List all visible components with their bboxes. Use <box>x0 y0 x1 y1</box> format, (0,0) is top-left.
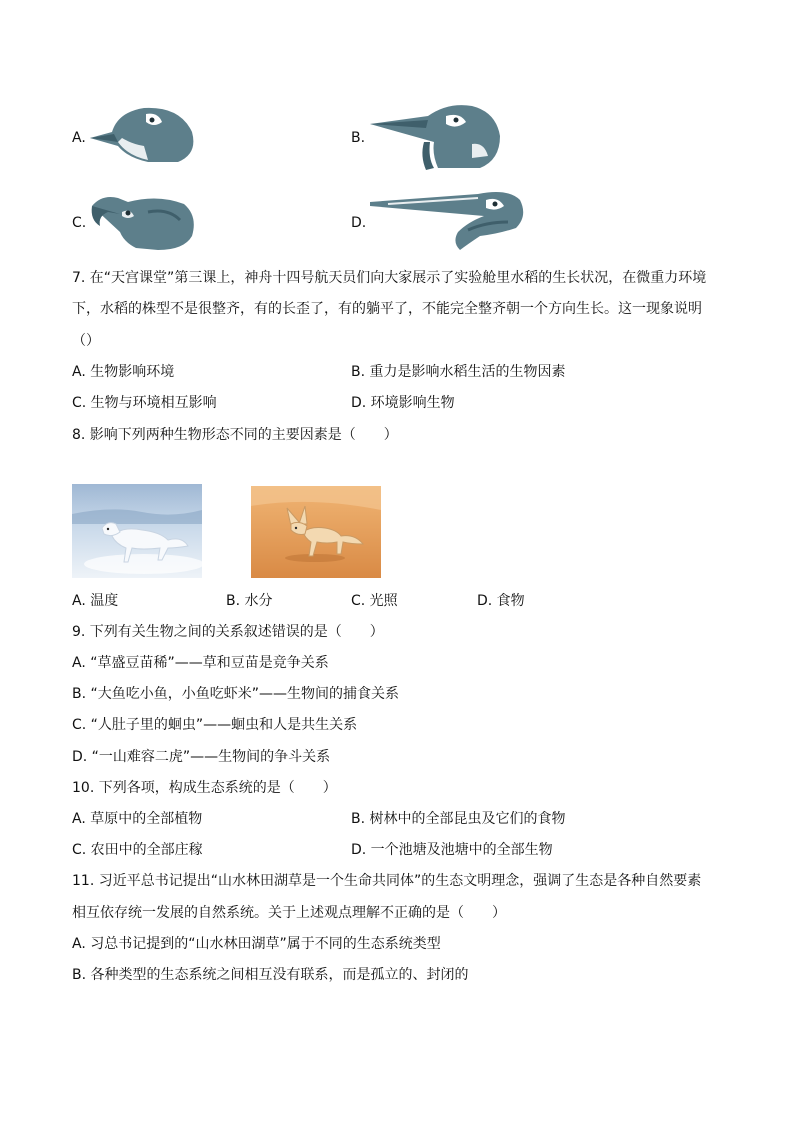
q9-option-c: C. “人肚子里的蛔虫”——蛔虫和人是共生关系 <box>72 717 358 733</box>
q6-option-c-label: C. <box>72 215 87 231</box>
q10-option-c: C. 农田中的全部庄稼 <box>72 842 203 858</box>
q9-option-d: D. “一山难容二虎”——生物间的争斗关系 <box>72 749 331 765</box>
q10-stem: 10. 下列各项，构成生态系统的是（ ） <box>72 780 337 796</box>
arctic-fox-photo <box>72 484 202 578</box>
q7-option-a: A. 生物影响环境 <box>72 364 175 380</box>
q8-stem: 8. 影响下列两种生物形态不同的主要因素是（ ） <box>72 427 398 443</box>
q11-option-b: B. 各种类型的生态系统之间相互没有联系，而是孤立的、封闭的 <box>72 967 469 983</box>
q6-option-b-label: B. <box>351 130 366 146</box>
bird-head-short-beak-icon <box>88 102 200 164</box>
q10-option-b: B. 树林中的全部昆虫及它们的食物 <box>351 811 566 827</box>
q8-option-d: D. 食物 <box>477 593 525 609</box>
q8-option-a: A. 温度 <box>72 593 119 609</box>
q6-option-d-label: D. <box>351 215 367 231</box>
q11-stem-line-1: 11. 习近平总书记提出“山水林田湖草是一个生命共同体”的生态文明理念，强调了生态是各种自然要素 <box>72 873 702 889</box>
fennec-fox-photo <box>251 486 381 578</box>
q9-option-a: A. “草盛豆苗稀”——草和豆苗是竞争关系 <box>72 655 329 671</box>
q11-stem-line-2: 相互依存统一发展的自然系统。关于上述观点理解不正确的是（ ） <box>72 905 506 921</box>
bird-head-hooked-beak-icon <box>88 192 198 252</box>
q8-option-c: C. 光照 <box>351 593 398 609</box>
q6-option-a-label: A. <box>72 130 86 146</box>
q10-option-a: A. 草原中的全部植物 <box>72 811 203 827</box>
q7-stem-line-3: （） <box>72 333 100 349</box>
q8-option-b: B. 水分 <box>226 593 273 609</box>
bird-head-very-long-beak-icon <box>368 186 530 252</box>
q9-option-b: B. “大鱼吃小鱼，小鱼吃虾米”——生物间的捕食关系 <box>72 686 400 702</box>
bird-head-long-beak-icon <box>368 98 504 172</box>
q9-stem: 9. 下列有关生物之间的关系叙述错误的是（ ） <box>72 624 384 640</box>
q7-option-b: B. 重力是影响水稻生活的生物因素 <box>351 364 566 380</box>
q7-stem-line-1: 7. 在“天宫课堂”第三课上，神舟十四号航天员们向大家展示了实验舱里水稻的生长状况，在微重力环境 <box>72 270 707 286</box>
q11-option-a: A. 习总书记提到的“山水林田湖草”属于不同的生态系统类型 <box>72 936 441 952</box>
q10-option-d: D. 一个池塘及池塘中的全部生物 <box>351 842 553 858</box>
q7-option-d: D. 环境影响生物 <box>351 395 455 411</box>
q7-option-c: C. 生物与环境相互影响 <box>72 395 217 411</box>
q7-stem-line-2: 下，水稻的株型不是很整齐，有的长歪了，有的躺平了，不能完全整齐朝一个方向生长。这一现象说明 <box>72 301 702 317</box>
